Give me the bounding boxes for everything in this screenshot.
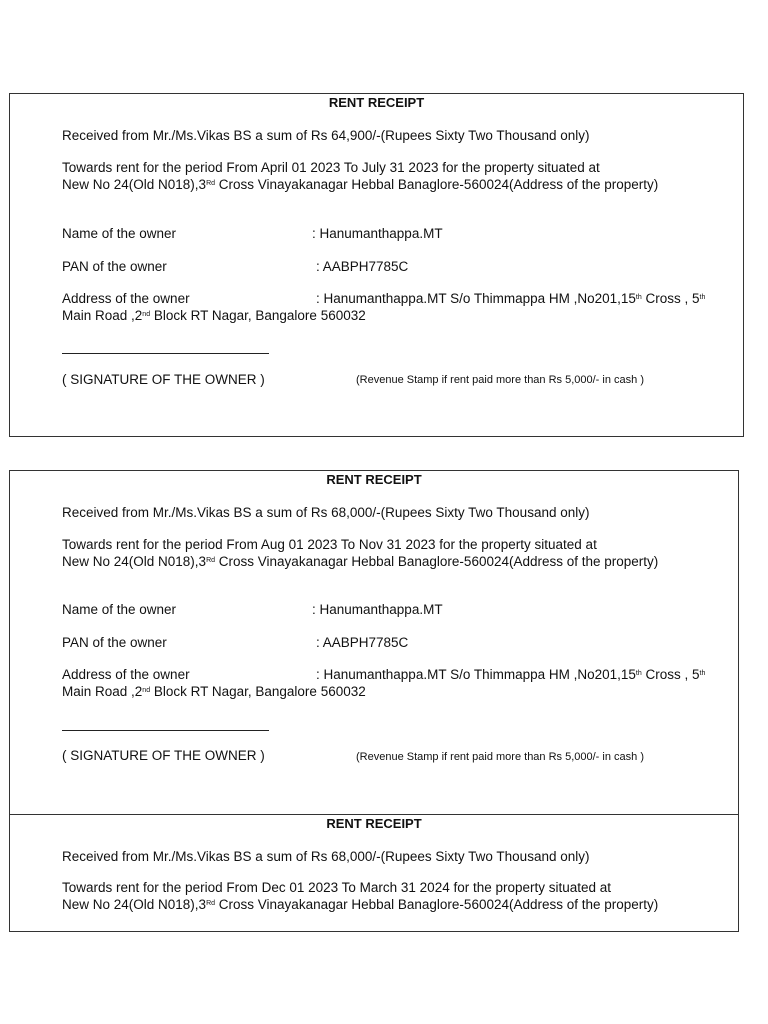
- rent-receipt-2: [9, 470, 739, 815]
- owner-pan-value: : AABPH7785C: [316, 635, 409, 650]
- owner-name-value: : Hanumanthappa.MT: [312, 602, 443, 617]
- received-from-text: Received from Mr./Ms.Vikas BS a sum of Rs 64,900/-(Rupees Sixty Two Thousand only): [62, 128, 590, 143]
- owner-address-label: Address of the owner: [62, 291, 190, 306]
- property-address-text: New No 24(Old N018),3Rd Cross Vinayakanagar Hebbal Banaglore-560024(Address of the property): [62, 177, 659, 192]
- owner-address-value: : Hanumanthappa.MT S/o Thimmappa HM ,No201,15th Cross , 5th: [316, 291, 706, 306]
- owner-address-continued: Main Road ,2nd Block RT Nagar, Bangalore 560032: [62, 684, 366, 699]
- receipt-title: RENT RECEIPT: [328, 95, 425, 110]
- owner-address-continued: Main Road ,2nd Block RT Nagar, Bangalore 560032: [62, 308, 366, 323]
- property-address-text: New No 24(Old N018),3Rd Cross Vinayakanagar Hebbal Banaglore-560024(Address of the property): [62, 554, 659, 569]
- owner-pan-label: PAN of the owner: [62, 635, 167, 650]
- owner-pan-value: : AABPH7785C: [316, 259, 409, 274]
- owner-name-label: Name of the owner: [62, 226, 177, 241]
- receipt-title: RENT RECEIPT: [326, 816, 422, 831]
- rent-receipt-3: [9, 814, 739, 932]
- rent-period-text: Towards rent for the period From Dec 01 2023 To March 31 2024 for the property situated at: [62, 880, 612, 895]
- rent-period-text: Towards rent for the period From April 01 2023 To July 31 2023 for the property situated at: [62, 160, 600, 175]
- signature-line: [62, 730, 269, 731]
- owner-address-value: : Hanumanthappa.MT S/o Thimmappa HM ,No201,15th Cross , 5th: [316, 667, 706, 682]
- revenue-stamp-note: (Revenue Stamp if rent paid more than Rs 5,000/- in cash ): [356, 751, 644, 763]
- owner-signature-label: ( SIGNATURE OF THE OWNER ): [62, 748, 265, 763]
- owner-address-label: Address of the owner: [62, 667, 190, 682]
- rent-period-text: Towards rent for the period From Aug 01 2023 To Nov 31 2023 for the property situated at: [62, 537, 597, 552]
- receipt-title: RENT RECEIPT: [326, 472, 422, 487]
- owner-pan-label: PAN of the owner: [62, 259, 167, 274]
- revenue-stamp-note: (Revenue Stamp if rent paid more than Rs 5,000/- in cash ): [356, 374, 644, 386]
- signature-line: [62, 353, 269, 354]
- received-from-text: Received from Mr./Ms.Vikas BS a sum of Rs 68,000/-(Rupees Sixty Two Thousand only): [62, 849, 590, 864]
- rent-receipt-1: [9, 93, 744, 437]
- property-address-text: New No 24(Old N018),3Rd Cross Vinayakanagar Hebbal Banaglore-560024(Address of the property): [62, 897, 659, 912]
- owner-signature-label: ( SIGNATURE OF THE OWNER ): [62, 372, 265, 387]
- owner-name-label: Name of the owner: [62, 602, 177, 617]
- received-from-text: Received from Mr./Ms.Vikas BS a sum of Rs 68,000/-(Rupees Sixty Two Thousand only): [62, 505, 590, 520]
- owner-name-value: : Hanumanthappa.MT: [312, 226, 443, 241]
